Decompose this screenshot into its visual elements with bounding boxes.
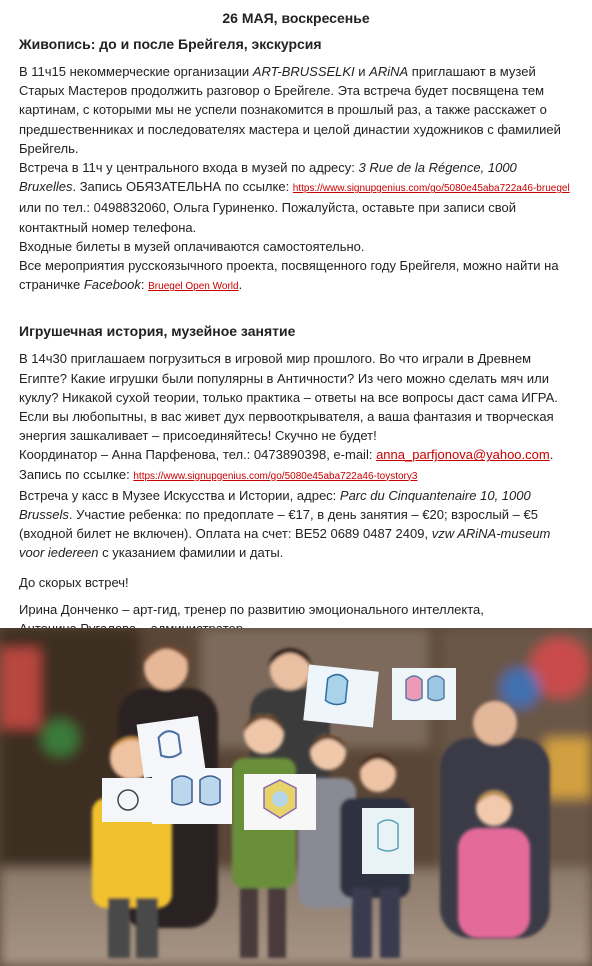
section2-coordinator: Координатор – Анна Парфенова, тел.: 0473890398, e-mail: anna_parfjonova@yahoo.com. xyxy=(19,447,554,463)
section2-title: Игрушечная история, музейное занятие xyxy=(19,323,296,340)
org-art-brusselki: ART-BRUSSELKI xyxy=(252,64,355,79)
section1-intro: В 11ч15 некоммерческие организации ART-BRUSSELKI и ARiNA приглашают в музей Старых Мастеров продолжить разговор о Брейгеле. Эта встреча будет посвящена тем картинам, с которыми мы не успели познакомится в прошлый раз, а также расскажет о предшественниках и последователях мастера и целой династии художников с фамилией Брейгель. xyxy=(19,64,561,156)
account-name: vzw ARiNA-museum voor iedereen xyxy=(19,526,551,561)
section1-facebook: Все мероприятия русскоязычного проекта, посвященного году Брейгеля, можно найти на страничке Facebook: Bruegel Open World. xyxy=(19,258,559,293)
closing-text: До скорых встреч! xyxy=(19,574,129,590)
section1-tickets: Входные билеты в музей оплачиваются самостоятельно. xyxy=(19,238,365,254)
bruegel-open-world-link[interactable]: Bruegel Open World xyxy=(148,281,239,293)
bruegel-signup-link[interactable]: https://www.signupgenius.com/go/5080e45aba722a46-bruegel xyxy=(292,183,570,195)
signature-line-1: Ирина Донченко – арт-гид, тренер по развитию эмоционального интеллекта, xyxy=(19,601,484,617)
section2-intro: В 14ч30 приглашаем погрузиться в игровой мир прошлого. Во что играли в Древнем Египте? Какие игрушки были популярны в Античности? Из чего можно сделать мяч или куклу? Никакой сухой теории, только практика – ответы на все вопросы даст сама ИГРА. Если вы любопытны, в вас живет дух первооткрывателя, а ваша фантазия и творческая энергия зашкаливает – присоединяйтесь! Скучно не будет! xyxy=(19,351,558,444)
date-heading: 26 МАЯ, воскресенье xyxy=(222,10,370,26)
section1-title: Живопись: до и после Брейгеля, экскурсия xyxy=(19,36,322,52)
section2-signup: Запись по ссылке: https://www.signupgenius.com/go/5080e45aba722a46-toystory3 xyxy=(19,466,418,482)
section1-meeting: Встреча в 11ч у центрального входа в музей по адресу: 3 Rue de la Régence, 1000 Bruxelles. Запись ОБЯЗАТЕЛЬНА по ссылке: https://www.signupgenius.com/go/5080e45aba722a46-bruegel или по тел.: 0498832060, Ольга Гуриненко. Пожалуйста, оставьте при записи свой контактный номер телефона. xyxy=(19,160,570,235)
museum-address: 3 Rue de la Régence, 1000 Bruxelles xyxy=(19,160,517,195)
section2-meeting: Встреча у касс в Музее Искусства и Истории, адрес: Parc du Cinquantenaire 10, 1000 Brussels. Участие ребенка: по предоплате – €17, в день занятия – €20; взрослый – €5 (входной билет не включен). Оплата на счет: BE52 0689 0487 2409, vzw ARiNA-museum voor iedereen с указанием фамилии и даты. xyxy=(19,487,551,561)
group-photo xyxy=(0,628,592,966)
toystory-signup-link[interactable]: https://www.signupgenius.com/go/5080e45aba722a46-toystory3 xyxy=(133,470,418,482)
org-arina: ARiNA xyxy=(369,64,409,79)
museum2-address: Parc du Cinquantenaire 10, 1000 Brussels xyxy=(19,487,531,523)
coordinator-email-link[interactable]: anna_parfjonova@yahoo.com xyxy=(376,447,550,463)
